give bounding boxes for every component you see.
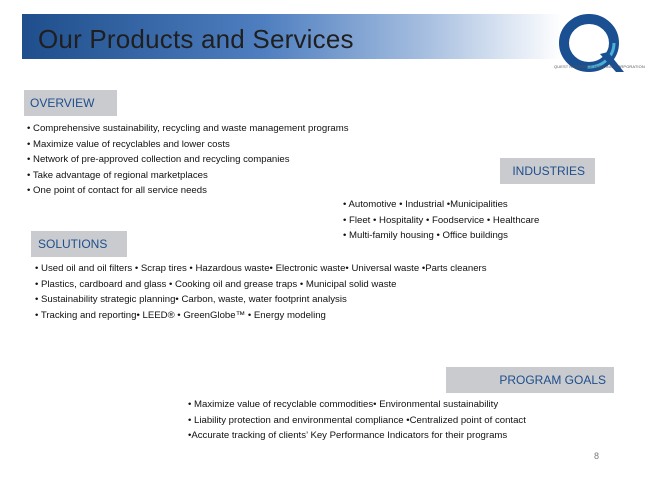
list-item: • Maximize value of recyclables and lower costs [27,138,230,150]
page-number: 8 [594,451,600,461]
list-item: • Multi-family housing • Office buildings [343,230,508,242]
list-item: • Liability protection and environmental compliance •Centralized point of contact [188,414,526,426]
solutions-label: SOLUTIONS [31,231,127,257]
list-item: • Automotive • Industrial •Municipalities [343,199,508,210]
list-item: • Fleet • Hospitality • Foodservice • Healthcare [343,214,540,226]
list-item: • One point of contact for all service needs [27,185,207,197]
list-item: • Sustainability strategic planning• Carbon, waste, water footprint analysis [35,294,347,306]
slide-title: Our Products and Services [38,24,354,54]
solutions-list [35,261,487,323]
program-goals-list [188,397,526,444]
list-item: •Accurate tracking of clients’ Key Performance Indicators for their programs [188,430,508,442]
list-item: • Maximize value of recyclable commodities• Environmental sustainability [188,399,499,410]
title-bar [22,14,562,59]
program-goals-label: PROGRAM GOALS [446,367,614,393]
list-item: • Take advantage of regional marketplaces [27,169,208,181]
industries-list [343,197,539,244]
logo-caption: QUEST RESOURCE HOLDING CORPORATION [554,64,645,69]
overview-label: OVERVIEW [24,90,117,116]
list-item: • Plastics, cardboard and glass • Cooking oil and grease traps • Municipal solid waste [35,278,397,290]
list-item: • Network of pre-approved collection and recycling companies [27,154,290,166]
overview-list [27,121,349,199]
list-item: • Used oil and oil filters • Scrap tires • Hazardous waste• Electronic waste• Universal waste •Parts cleaners [35,263,487,274]
list-item: • Comprehensive sustainability, recycling and waste management programs [27,123,349,134]
industries-label: INDUSTRIES [500,158,595,184]
list-item: • Tracking and reporting• LEED® • GreenGlobe™ • Energy modeling [35,309,326,321]
